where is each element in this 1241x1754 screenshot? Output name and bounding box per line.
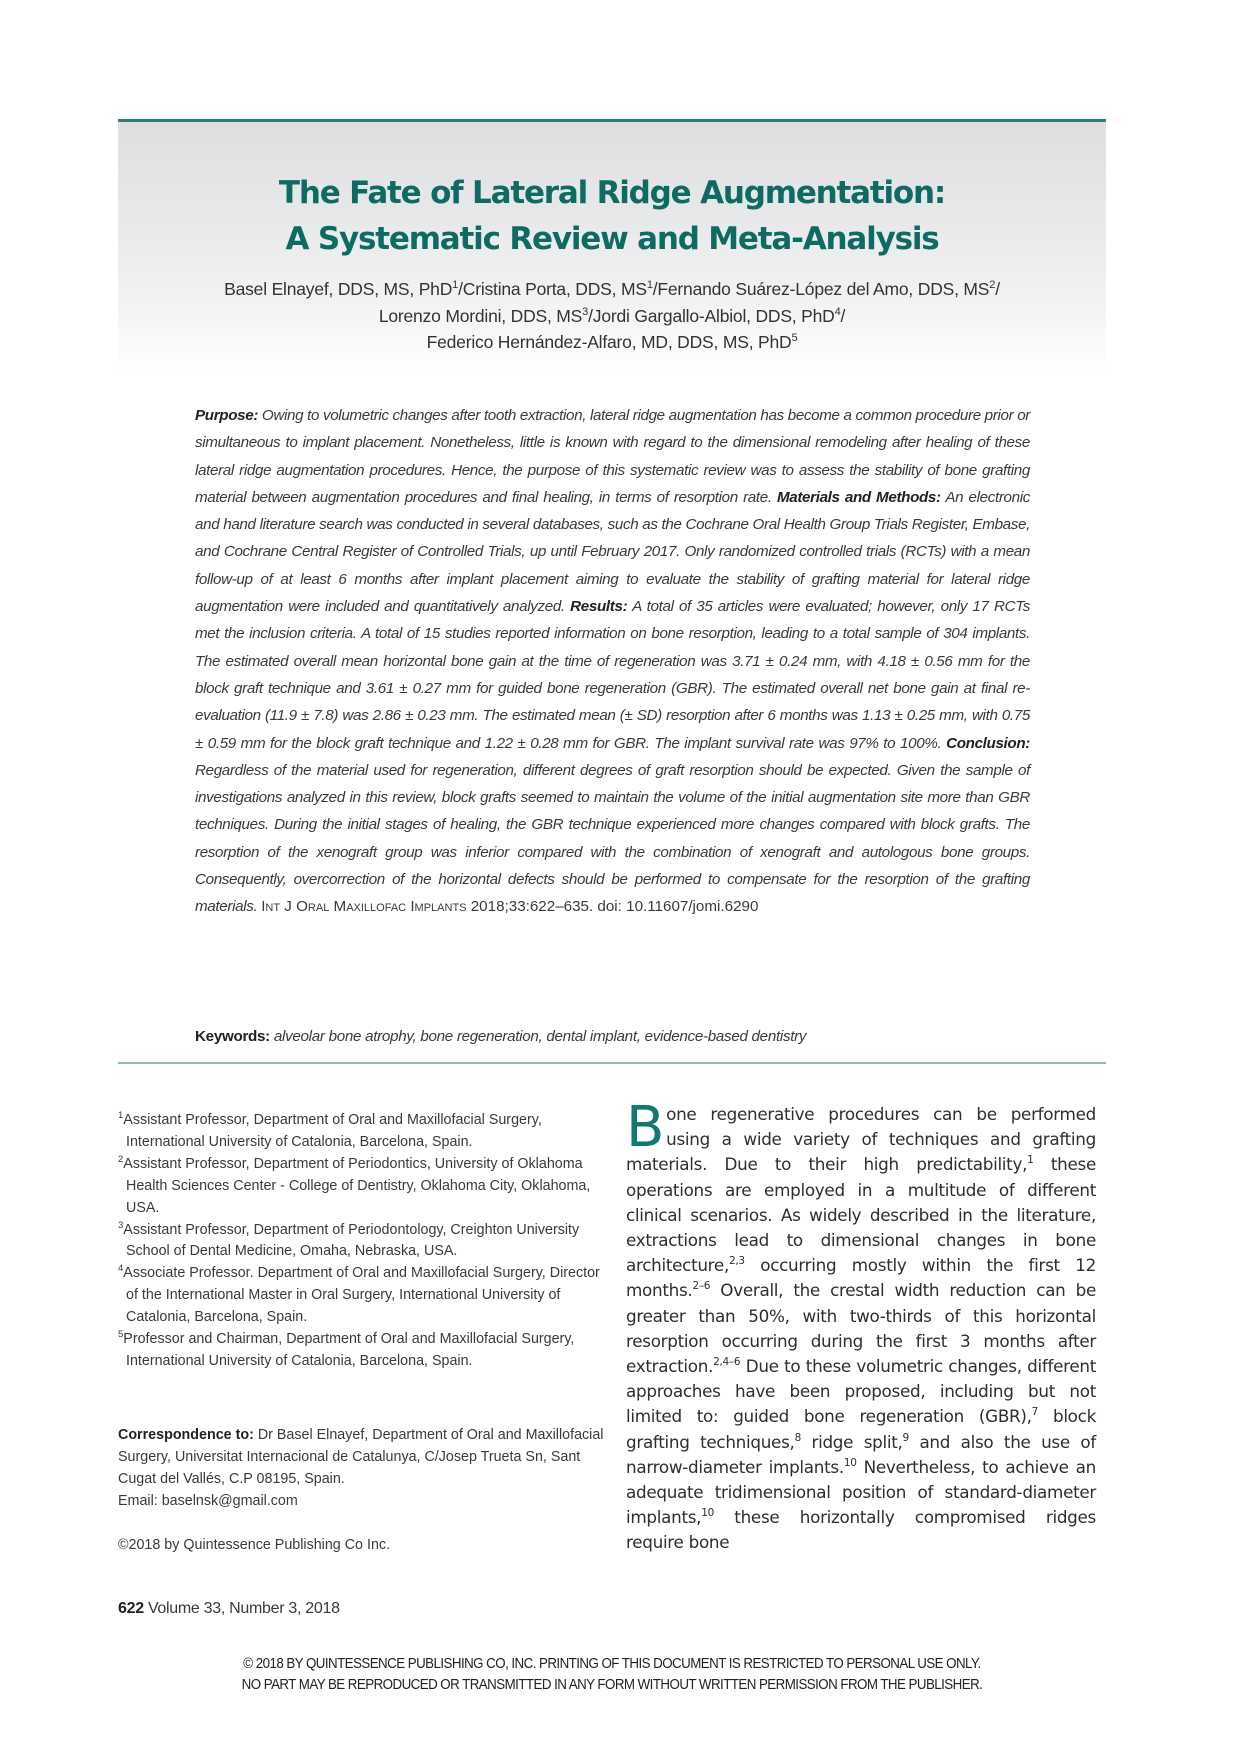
issue-info: Volume 33, Number 3, 2018 xyxy=(143,1600,340,1617)
affiliation-number: 1 xyxy=(118,1110,124,1121)
author-affiliation-mark: 1 xyxy=(452,279,459,291)
author-name: Lorenzo Mordini, DDS, MS xyxy=(378,305,583,326)
author-affiliation-mark: 5 xyxy=(791,332,798,344)
title-line-2: A Systematic Review and Meta-Analysis xyxy=(285,221,939,257)
author-affiliation-mark: 3 xyxy=(582,305,589,318)
author-line-2 xyxy=(118,303,1106,330)
citation-ref[interactable]: 8 xyxy=(794,1431,801,1444)
author-line-3 xyxy=(118,329,1106,356)
correspondence-text: Dr Basel Elnayef, Department of Oral and Maxillofacial Surgery, Universitat Internacional de Catalunya, C/Josep Trueta Sn, Sant Cugat del Vallés, C.P 08195, Spain. xyxy=(118,1427,604,1487)
abstract-divider xyxy=(118,1062,1106,1064)
body-segment: block grafting techniques, xyxy=(626,1406,1096,1452)
affiliation-item xyxy=(118,1110,608,1154)
article-title xyxy=(118,170,1106,262)
legal-line-2: NO PART MAY BE REPRODUCED OR TRANSMITTED IN ANY FORM WITHOUT WRITTEN PERMISSION FROM THE PUBLISHER. xyxy=(241,1677,983,1693)
affiliations xyxy=(118,1110,608,1373)
affiliation-number: 5 xyxy=(118,1329,124,1341)
methods-text: An electronic and hand literature search was conducted in several databases, such as the Cochrane Oral Health Group Trials Register, Embase, and Cochrane Central Register of Controlled Trials, up until February 2017. Only randomized controlled trials (RCTs) with a mean follow-up of at least 6 months after implant placement aiming to evaluate the stability of grafting material for lateral ridge augmentation were included and quantitatively analyzed. xyxy=(195,488,1030,616)
affiliation-item xyxy=(118,1154,608,1220)
conclusion-label: Conclusion: xyxy=(946,734,1030,752)
author-list xyxy=(118,276,1106,356)
correspondence xyxy=(118,1425,608,1513)
citation-doi: 2018;33:622–635. doi: 10.11607/jomi.6290 xyxy=(466,898,759,916)
methods-label: Materials and Methods: xyxy=(776,488,941,506)
citation-ref[interactable]: 2–6 xyxy=(692,1280,711,1293)
author-name: Federico Hernández-Alfaro, MD, DDS, MS, PhD xyxy=(426,332,792,352)
copyright-notice: ©2018 by Quintessence Publishing Co Inc. xyxy=(118,1537,391,1553)
body-segment: these operations are employed in a multitude of different clinical scenarios. As widely described in the literature, extractions lead to dimensional changes in bone architecture, xyxy=(626,1154,1096,1276)
body-segment: occurring mostly within the first 12 months. xyxy=(626,1255,1096,1301)
title-line-1: The Fate of Lateral Ridge Augmentation: xyxy=(278,175,946,211)
author-affiliation-mark: 1 xyxy=(646,279,653,291)
author-name: Jordi Gargallo-Albiol, DDS, PhD xyxy=(592,305,835,326)
page-number: 622 xyxy=(118,1600,144,1617)
journal-name: Int J Oral Maxillofac Implants xyxy=(261,898,467,916)
affiliation-text: Assistant Professor, Department of Periodontology, Creighton University School of Dental Medicine, Omaha, Nebraska, USA. xyxy=(123,1221,580,1260)
legal-notice xyxy=(158,1654,1067,1696)
author-separator: / xyxy=(652,279,658,299)
author-affiliation-mark: 4 xyxy=(834,305,841,318)
correspondence-email[interactable]: Email: baselnsk@gmail.com xyxy=(118,1492,298,1509)
author-affiliation-mark: 2 xyxy=(989,279,996,291)
affiliation-text: Assistant Professor, Department of Periodontics, University of Oklahoma Health Sciences Center - College of Dentistry, Oklahoma City, Oklahoma, USA. xyxy=(123,1155,591,1216)
author-separator: / xyxy=(588,305,593,326)
affiliation-text: Professor and Chairman, Department of Oral and Maxillofacial Surgery, International University of Catalonia, Barcelona, Spain. xyxy=(123,1331,575,1369)
correspondence-address xyxy=(118,1425,608,1491)
affiliation-number: 4 xyxy=(118,1263,124,1275)
purpose-label: Purpose: xyxy=(195,407,259,424)
citation-ref[interactable]: 2,3 xyxy=(728,1255,745,1268)
page-folio xyxy=(118,1600,340,1618)
results-label: Results: xyxy=(570,598,628,616)
affiliation-text: Associate Professor. Department of Oral and Maxillofacial Surgery, Director of the International Master in Oral Surgery, International University of Catalonia, Barcelona, Spain. xyxy=(123,1265,600,1326)
affiliation-item xyxy=(118,1329,608,1373)
correspondence-label: Correspondence to: xyxy=(118,1427,254,1443)
drop-cap: B xyxy=(626,1095,665,1160)
abstract xyxy=(195,402,1030,921)
citation-ref[interactable]: 7 xyxy=(1031,1406,1039,1419)
author-separator: / xyxy=(458,279,463,299)
legal-line-1: © 2018 BY QUINTESSENCE PUBLISHING CO, INC. PRINTING OF THIS DOCUMENT IS RESTRICTED TO PERSONAL USE ONLY. xyxy=(243,1656,981,1672)
author-name: Cristina Porta, DDS, MS xyxy=(462,279,647,299)
body-segment: Nevertheless, to achieve an adequate tridimensional position of standard-diameter implants, xyxy=(626,1456,1096,1528)
results-text: A total of 35 articles were evaluated; however, only 17 RCTs met the inclusion criteria. A total of 15 studies reported information on bone resorption, leading to a total sample of 304 implants. The estimated overall mean horizontal bone gain at the time of regeneration was 3.71 ± 0.24 mm, with 4.18 ± 0.56 mm for the block graft technique and 3.61 ± 0.27 mm for guided bone regeneration (GBR). The estimated overall net bone gain at final re-evaluation (11.9 ± 7.8) was 2.86 ± 0.23 mm. The estimated mean (± SD) resorption after 6 months was 1.13 ± 0.25 mm, with 0.75 ± 0.59 mm for the block graft technique and 1.22 ± 0.28 mm for GBR. The implant survival rate was 97% to 100%. xyxy=(195,598,1030,752)
citation-ref[interactable]: 10 xyxy=(701,1507,714,1520)
purpose-text: Owing to volumetric changes after tooth extraction, lateral ridge augmentation has become a common procedure prior or simultaneous to implant placement. Nonetheless, little is known with regard to the dimensional remodeling after healing of these lateral ridge augmentation procedures. Hence, the purpose of this systematic review was to assess the stability of bone grafting material between augmentation procedures and final healing, in terms of resorption rate. xyxy=(195,407,1030,506)
citation-ref[interactable]: 9 xyxy=(902,1431,909,1444)
body-segment: Overall, the crestal width reduction can be greater than 50%, with two-thirds of this horizontal resorption occurring during the first 3 months after extraction. xyxy=(626,1280,1096,1377)
keywords-text: alveolar bone atrophy, bone regeneration, dental implant, evidence-based dentistry xyxy=(269,1028,807,1045)
conclusion-text: Regardless of the material used for regeneration, different degrees of graft resorption should be expected. Given the sample of investigations analyzed in this review, block grafts seemed to maintain the volume of the initial augmentation site more than GBR techniques. During the initial stages of healing, the GBR technique experienced more changes compared with block grafts. The resorption of the xenograft group was inferior compared with the combination of xenograft and autologous bone groups. Consequently, overcorrection of the horizontal defects should be performed to compensate for the resorption of the grafting materials. xyxy=(195,761,1030,916)
author-name: Fernando Suárez-López del Amo, DDS, MS xyxy=(657,279,990,299)
affiliation-text: Assistant Professor, Department of Oral and Maxillofacial Surgery, International University of Catalonia, Barcelona, Spain. xyxy=(123,1112,542,1150)
keywords-label: Keywords: xyxy=(195,1028,270,1045)
body-segment: and also the use of narrow-diameter implants. xyxy=(626,1431,1096,1477)
body-segment: these horizontally compromised ridges require bone xyxy=(626,1507,1096,1553)
author-separator: / xyxy=(840,305,846,326)
citation-ref[interactable]: 1 xyxy=(1027,1154,1034,1167)
affiliation-item xyxy=(118,1263,608,1329)
body-segment: Due to these volumetric changes, different approaches have been proposed, including but not limited to: guided bone regeneration (GBR), xyxy=(626,1356,1096,1427)
affiliation-item xyxy=(118,1220,608,1264)
affiliation-number: 2 xyxy=(118,1153,124,1165)
citation-ref[interactable]: 2,4–6 xyxy=(713,1356,741,1369)
body-segment: ridge split, xyxy=(800,1431,903,1452)
body-segment: one regenerative procedures can be performed using a wide variety of techniques and grafting materials. Due to their high predictability, xyxy=(626,1104,1096,1175)
keywords xyxy=(195,1026,1030,1048)
author-separator: / xyxy=(995,279,1000,299)
author-name: Basel Elnayef, DDS, MS, PhD xyxy=(224,279,453,299)
affiliation-number: 3 xyxy=(118,1219,124,1231)
citation-ref[interactable]: 10 xyxy=(843,1456,857,1469)
body-text xyxy=(626,1095,1096,1556)
author-line-1 xyxy=(118,276,1106,303)
